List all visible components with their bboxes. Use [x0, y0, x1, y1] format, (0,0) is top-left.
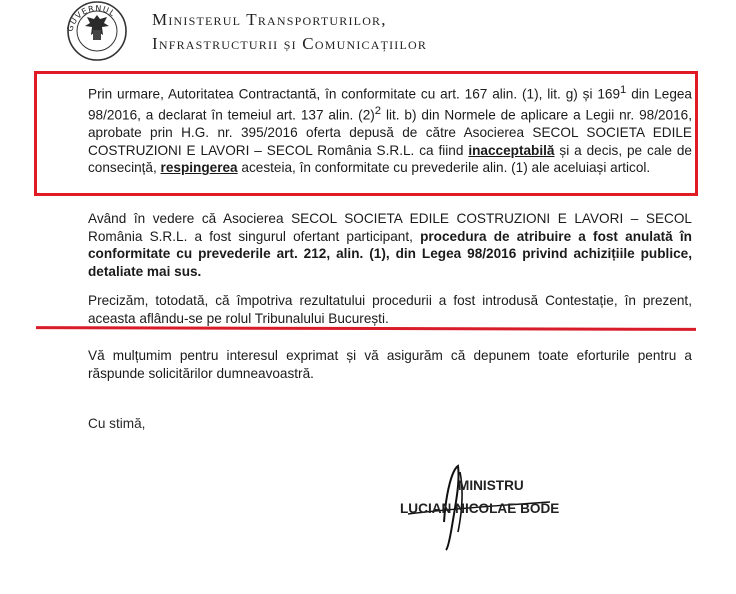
paragraph-thanks: Vă mulțumim pentru interesul exprimat și vă asigurăm că depunem toate eforturile pentru a răspunde solicitărilor dumneavoastră.: [88, 348, 692, 381]
annulment-bold: procedura de atribuire a fost anulată în conformitate cu prevederile art. 212, alin. (1), din Legea 98/2016 privind achizițiile publice, detaliate mai sus.: [88, 228, 692, 279]
ministry-name: [152, 8, 427, 56]
closing-salutation: Cu stimă,: [88, 416, 146, 431]
paragraph-annulment: Având în vedere că Asocierea SECOL SOCIETA EDILE COSTRUZIONI E LAVORI – SECOL România S.R.L. a fost singurul ofertant participant, procedura de atribuire a fost anulată în conformitate cu prevederile art. 212, alin. (1), din Legea 98/2016 privind achizițiile publice, detaliate mai sus.: [88, 211, 692, 279]
minister-title: MINISTRU: [458, 478, 524, 493]
paragraph-decision: Prin urmare, Autoritatea Contractantă, în conformitate cu art. 167 alin. (1), lit. g) și $169^1$ din Legea 98/2016, a declarat în temeiul art. 137 alin. $(2)^2$ lit. b) din Normele de aplicare a Legii nr. 98/2016, aprobate prin H.G. nr. 395/2016 oferta depusă de către Asocierea SECOL SOCIETA EDILE COSTRUZIONI E LAVORI – SECOL România S.R.L. ca fiind inacceptabilă și a decis, pe cale de consecință, respingerea acesteia, în conformitate cu prevederile alin. (1) ale aceluiași articol.: [88, 84, 692, 176]
ministry-line2: Infrastructurii și Comunicațiilor: [152, 34, 428, 53]
minister-name: LUCIAN NICOLAE BODE: [400, 501, 560, 516]
paragraph-contestation: Precizăm, totodată, că împotriva rezultatului procedurii a fost introdusă Contestație, în prezent, aceasta aflându-se pe rolul Tribunalului București.: [88, 293, 692, 326]
inacceptabila-word: inacceptabilă: [468, 142, 555, 158]
ministry-line1: Ministerul Transporturilor,: [152, 10, 387, 29]
svg-text:GUVERNUL: GUVERNUL: [65, 3, 118, 33]
respingerea-word: respingerea: [160, 160, 238, 176]
red-underline: [36, 326, 696, 331]
government-seal-icon: [62, 0, 132, 62]
